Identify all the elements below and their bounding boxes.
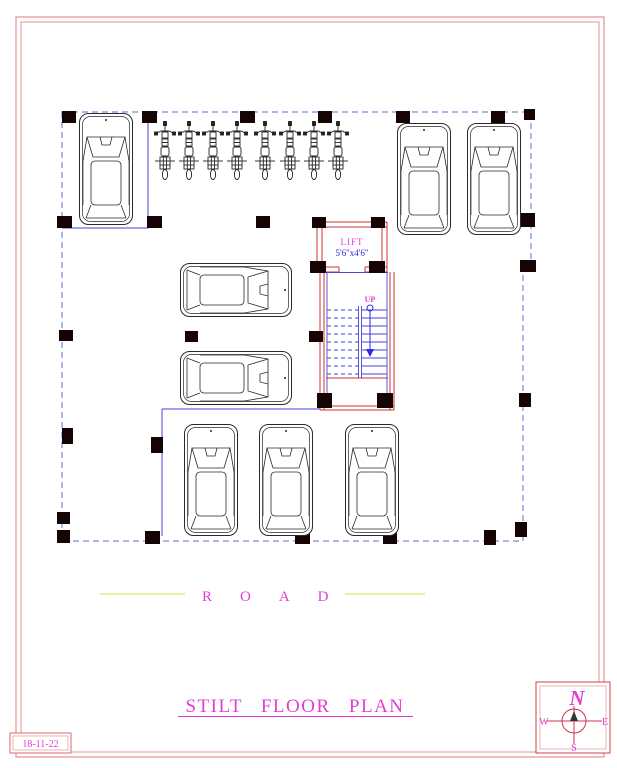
column xyxy=(521,213,535,227)
motorcycle xyxy=(280,122,301,180)
motorcycle xyxy=(155,122,176,180)
column xyxy=(57,512,70,524)
column xyxy=(371,217,385,228)
column xyxy=(145,531,160,544)
stairs-up-label: UP xyxy=(364,295,376,304)
column xyxy=(57,216,72,228)
road-label: ROAD xyxy=(202,589,357,605)
column xyxy=(142,111,157,123)
date-stamp-box xyxy=(10,733,71,753)
car-up xyxy=(468,124,521,235)
motorcycle xyxy=(255,122,276,180)
column xyxy=(396,111,410,123)
motorcycle xyxy=(179,122,200,180)
drawing-title xyxy=(178,696,413,717)
column xyxy=(240,111,255,123)
road-marking xyxy=(100,589,425,605)
stair-treads-dashed xyxy=(327,310,358,374)
column xyxy=(62,111,76,123)
car-right xyxy=(181,352,292,405)
column xyxy=(491,111,505,123)
compass-north-label: N xyxy=(569,686,585,710)
column xyxy=(524,109,535,120)
column xyxy=(312,217,326,228)
car-up xyxy=(398,124,451,235)
column xyxy=(515,522,527,537)
cars-layer xyxy=(80,114,521,536)
column xyxy=(484,530,496,545)
motorcycle xyxy=(227,122,248,180)
car-up xyxy=(185,425,238,536)
car-right xyxy=(181,264,292,317)
stair-treads-solid xyxy=(362,310,387,374)
column xyxy=(309,331,323,342)
column xyxy=(59,330,73,341)
lift-size-label: 5'6"x4'6" xyxy=(335,248,369,258)
column xyxy=(57,530,70,543)
car-up xyxy=(346,425,399,536)
column xyxy=(151,437,163,453)
stairs-up-arrow xyxy=(366,305,374,357)
date-stamp-text: 18-11-22 xyxy=(22,739,59,750)
lift-label: LIFT xyxy=(340,237,364,247)
column xyxy=(519,393,531,407)
column xyxy=(377,393,393,408)
north-compass xyxy=(536,682,610,754)
column xyxy=(256,216,270,228)
compass-west-label: W xyxy=(539,717,549,728)
column xyxy=(147,216,162,228)
motorcycle xyxy=(328,122,349,180)
column xyxy=(62,428,73,444)
column xyxy=(369,261,385,273)
staircase xyxy=(320,272,394,410)
car-up xyxy=(260,425,313,536)
column xyxy=(185,331,198,342)
column xyxy=(310,261,326,273)
column xyxy=(520,260,536,272)
drawing-title-text: STILT FLOOR PLAN xyxy=(185,696,405,717)
column xyxy=(317,393,332,408)
car-up xyxy=(80,114,133,225)
motorcycle xyxy=(203,122,224,180)
motorcycle xyxy=(304,122,325,180)
bikes-layer xyxy=(155,122,349,180)
compass-south-label: S xyxy=(571,743,577,754)
column xyxy=(318,111,332,123)
compass-east-label: E xyxy=(601,717,609,728)
